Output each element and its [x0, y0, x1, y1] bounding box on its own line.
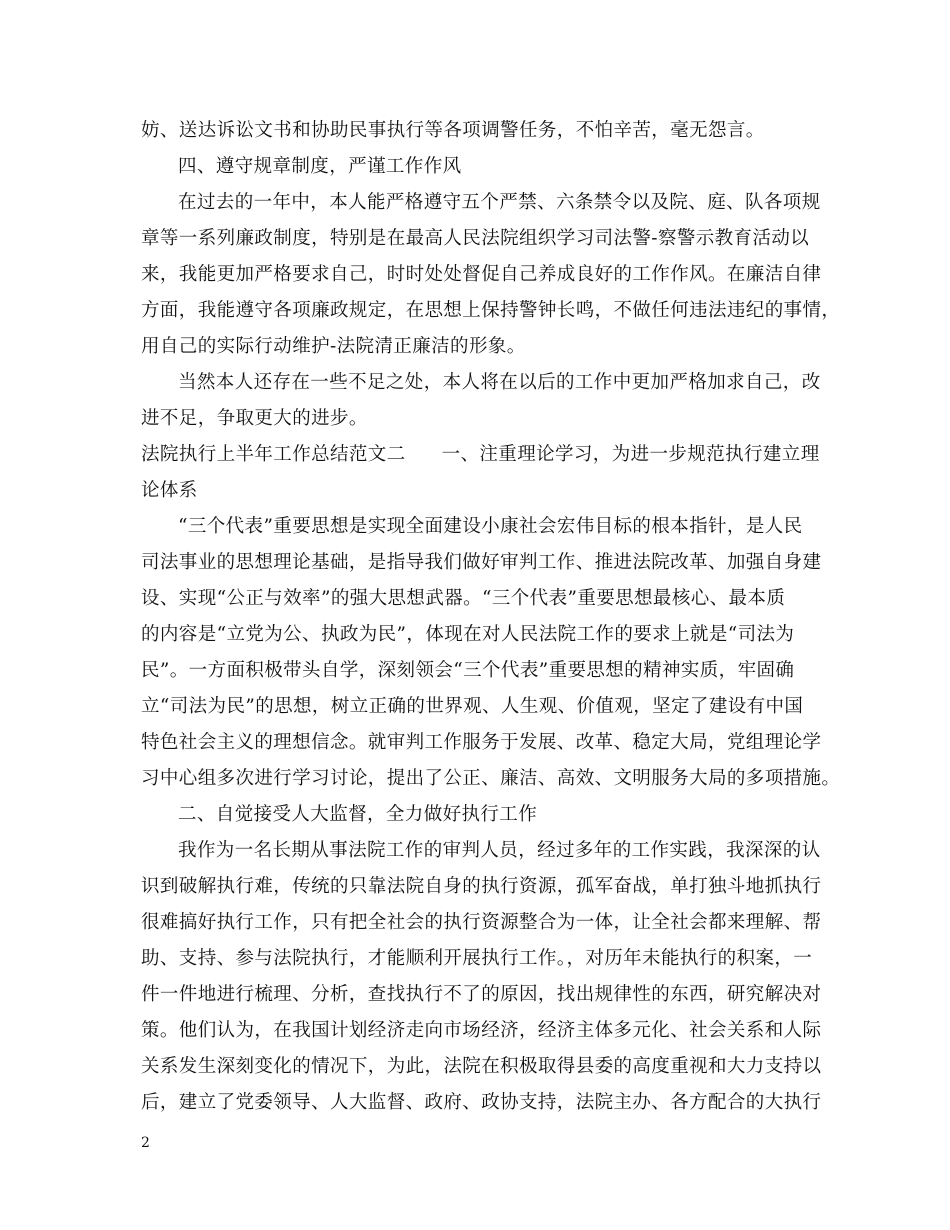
- text-line: 用自己的实际行动维护-法院清正廉洁的形象。: [141, 336, 526, 357]
- text-line: “三个代表”重要思想是实现全面建设小康社会宏伟目标的根本指针，是人民: [178, 516, 803, 537]
- text-line: 来，我能更加严格要求自己，时时处处督促自己养成良好的工作作风。在廉洁自律: [141, 264, 822, 285]
- section-heading: 一、注重理论学习，为进一步规范执行建立理: [441, 444, 820, 465]
- page-number: 2: [141, 1135, 150, 1151]
- title-line: [141, 437, 821, 473]
- text-line: 进不足，争取更大的进步。: [141, 408, 368, 429]
- text-line: 设、实现“公正与效率”的强大思想武器。“三个代表”重要思想最核心、最本质: [141, 588, 786, 609]
- text-line: 策。他们认为，在我国计划经济走向市场经济，经济主体多元化、社会关系和人际: [141, 1020, 822, 1041]
- text-line: 的内容是“立党为公、执政为民”，体现在对人民法院工作的要求上就是“司法为: [141, 624, 795, 645]
- text-line: 我作为一名长期从事法院工作的审判人员，经过多年的工作实践，我深深的认: [178, 840, 821, 861]
- text-line: 司法事业的思想理论基础，是指导我们做好审判工作、推进法院改革、加强自身建: [141, 552, 822, 573]
- text-line: 章等一系列廉政制度，特别是在最高人民法院组织学习司法警-察警示教育活动以: [141, 228, 810, 249]
- text-line: 妨、送达诉讼文书和协助民事执行等各项调警任务，不怕辛苦，毫无怨言。: [141, 120, 765, 141]
- text-line: 论体系: [141, 480, 198, 501]
- text-line: 立“司法为民”的思想，树立正确的世界观、人生观、价值观，坚定了建设有中国: [141, 696, 804, 717]
- text-line: 方面，我能遵守各项廉政规定，在思想上保持警钟长鸣，不做任何违法违纪的事情，: [141, 300, 841, 321]
- text-line: 识到破解执行难，传统的只靠法院自身的执行资源，孤军奋战，单打独斗地抓执行: [141, 876, 822, 897]
- text-line: 特色社会主义的理想信念。就审判工作服务于发展、改革、稳定大局，党组理论学: [141, 732, 822, 753]
- section-heading: 四、遵守规章制度，严谨工作作风: [178, 156, 462, 177]
- section-heading: 二、自觉接受人大监督，全力做好执行工作: [178, 804, 538, 825]
- text-line: 在过去的一年中，本人能严格遵守五个严禁、六条禁令以及院、庭、队各项规: [178, 192, 821, 213]
- text-line: 关系发生深刻变化的情况下，为此，法院在积极取得县委的高度重视和大力支持以: [141, 1056, 822, 1077]
- text-line: 习中心组多次进行学习讨论，提出了公正、廉洁、高效、文明服务大局的多项措施。: [141, 768, 841, 789]
- text-line: 件一件地进行梳理、分析，查找执行不了的原因，找出规律性的东西，研究解决对: [141, 984, 822, 1005]
- text-line: 后，建立了党委领导、人大监督、政府、政协支持，法院主办、各方配合的大执行: [141, 1092, 822, 1113]
- text-line: 助、支持、参与法院执行，才能顺利开展执行工作。，对历年未能执行的积案，一: [141, 948, 813, 969]
- text-line: 很难搞好执行工作，只有把全社会的执行资源整合为一体，让全社会都来理解、帮: [141, 912, 822, 933]
- text-line: 当然本人还存在一些不足之处，本人将在以后的工作中更加严格加求自己，改: [178, 372, 821, 393]
- text-line: 民”。一方面积极带头自学，深刻领会“三个代表”重要思想的精神实质，牢固确: [141, 660, 795, 681]
- document-title: 法院执行上半年工作总结范文二: [141, 444, 406, 465]
